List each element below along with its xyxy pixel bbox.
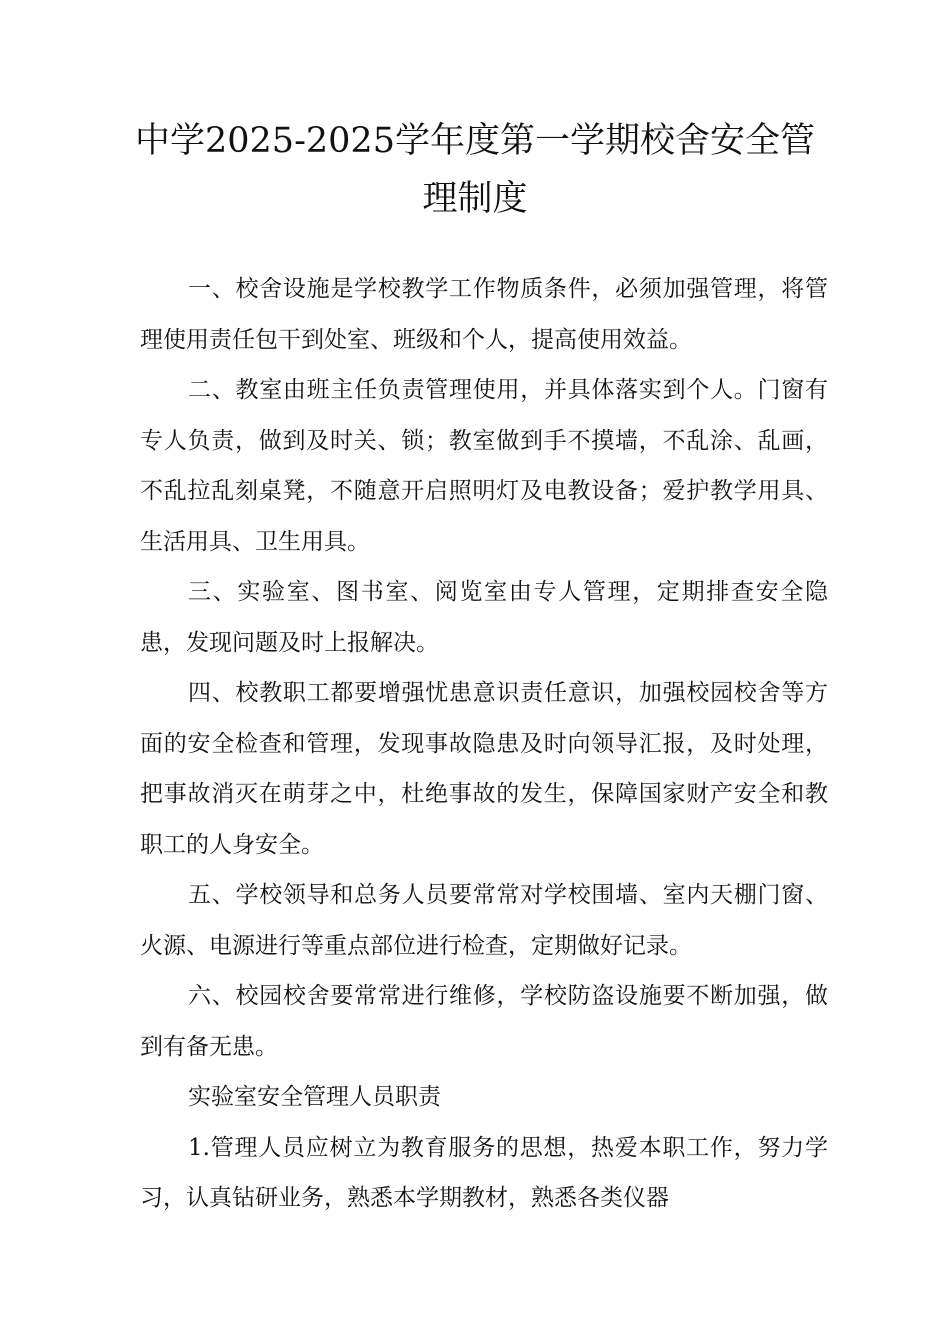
paragraph-7: 1.管理人员应树立为教育服务的思想，热爱本职工作，努力学习，认真钻研业务，熟悉本学期教材，熟悉各类仪器 bbox=[140, 1134, 828, 1211]
paragraph-5: 五、学校领导和总务人员要常常对学校围墙、室内天棚门窗、火源、电源进行等重点部位进行检查，定期做好记录。 bbox=[140, 882, 828, 959]
paragraph-2: 二、教室由班主任负责管理使用，并具体落实到个人。门窗有专人负责，做到及时关、锁；教室做到手不摸墙，不乱涂、乱画，不乱拉乱刻桌凳，不随意开启照明灯及电教设备；爱护教学用具、生活用具、卫生用具。 bbox=[140, 377, 828, 555]
section-heading: 实验室安全管理人员职责 bbox=[188, 1084, 441, 1110]
paragraph-4: 四、校教职工都要增强忧患意识责任意识，加强校园校舍等方面的安全检查和管理，发现事故隐患及时向领导汇报，及时处理，把事故消灭在萌芽之中，杜绝事故的发生，保障国家财产安全和教职工的人身安全。 bbox=[140, 680, 828, 858]
paragraph-3: 三、实验室、图书室、阅览室由专人管理，定期排查安全隐患，发现问题及时上报解决。 bbox=[140, 579, 828, 656]
paragraph-1: 一、校舍设施是学校教学工作物质条件，必须加强管理，将管理使用责任包干到处室、班级和个人，提高使用效益。 bbox=[140, 276, 828, 353]
paragraph-6: 六、校园校舍要常常进行维修，学校防盗设施要不断加强，做到有备无患。 bbox=[140, 983, 828, 1060]
document-body bbox=[140, 264, 828, 1224]
document-title: 中学2025-2025学年度第一学期校舍安全管理制度 bbox=[135, 121, 815, 219]
